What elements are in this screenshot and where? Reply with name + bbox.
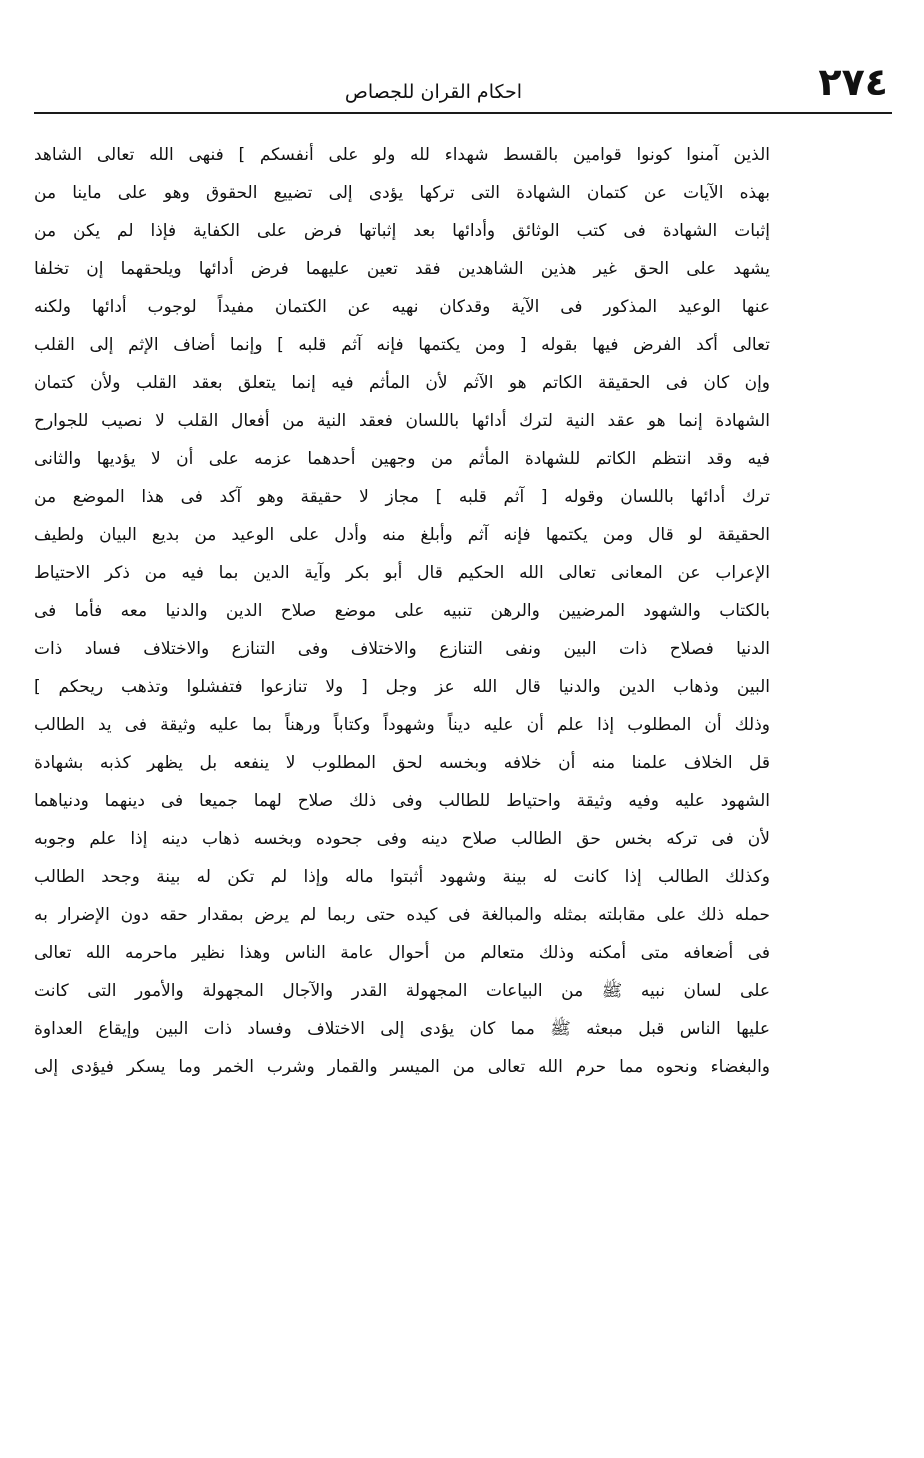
text-line: عليها الناس قبل مبعثه ﷺ مما كان يؤدى إلى الاختلاف وفساد ذات البين وإيقاع العداوة [34, 1019, 770, 1039]
text-line: وذلك أن المطلوب إذا علم أن عليه ديناً وشهوداً وكتاباً ورهناً بما عليه وثيقة فى يد الطالب [34, 715, 770, 735]
text-line: ترك أدائها باللسان وقوله [ آثم قلبه ] مجاز لا حقيقة وهو آكد فى هذا الموضع من [34, 487, 770, 507]
text-line: فى أضعافه متى أمكنه وذلك متعالم من أحوال عامة الناس وهذا نظير ماحرمه الله تعالى [34, 943, 770, 963]
text-line: يشهد على الحق غير هذين الشاهدين فقد تعين عليهما فرض أدائها ويلحقهما إن تخلفا [34, 259, 770, 279]
text-line: تعالى أكد الفرض فيها بقوله [ ومن يكتمها فإنه آثم قلبه ] وإنما أضاف الإثم إلى القلب [34, 335, 770, 355]
text-line: بهذه الآيات عن كتمان الشهادة التى تركها يؤدى إلى تضييع الحقوق وهو على ماينا من [34, 183, 770, 203]
page-body [34, 136, 770, 1086]
header-divider [34, 112, 892, 114]
text-line: الإعراب عن المعانى تعالى الله الحكيم قال أبو بكر وآية الدين بما فيه من ذكر الاحتياط [34, 563, 770, 583]
book-title: احكام القران للجصاص [344, 81, 522, 103]
text-line: وإن كان فى الحقيقة الكاتم هو الآثم لأن المأثم فيه إنما يتعلق بعقد القلب ولأن كتمان [34, 373, 770, 393]
text-line: حمله ذلك على مقابلته بمثله والمبالغة فى كيده حتى ربما لم يرض بمقدار حقه دون الإضرار به [34, 905, 770, 925]
text-line: البين وذهاب الدين والدنيا قال الله عز وجل [ ولا تنازعوا فتفشلوا وتذهب ريحكم ] [34, 677, 770, 697]
text-line: الحقيقة لو قال ومن يكتمها فإنه آثم وأبلغ منه وأدل على الوعيد من بديع البيان ولطيف [34, 525, 770, 545]
text-line: بالكتاب والشهود المرضيين والرهن تنبيه على موضع صلاح الدين والدنيا معه فأما فى [34, 601, 770, 621]
text-line: وكذلك الطالب إذا كانت له بينة وشهود أثبتوا ماله وإذا لم تكن له بينة وجحد الطالب [34, 867, 770, 887]
text-line: الشهود عليه وفيه وثيقة واحتياط للطالب وفى ذلك صلاح لهما جميعا فى دينهما ودنياهما [34, 791, 770, 811]
text-line: إثبات الشهادة فى كتب الوثائق وأدائها بعد إثباتها فرض على الكفاية فإذا لم يكن من [34, 221, 770, 241]
text-line: الذين آمنوا كونوا قوامين بالقسط شهداء لله ولو على أنفسكم ] فنهى الله تعالى الشاهد [34, 145, 770, 165]
text-line: لأن فى تركه بخس حق الطالب صلاح دينه وفى جحوده وبخسه ذهاب دينه إذا علم وجوبه [34, 829, 770, 849]
text-line: الدنيا فصلاح ذات البين ونفى التنازع والاختلاف وفى التنازع والاختلاف فساد ذات [34, 639, 770, 659]
text-line: فيه وقد انتظم الكاتم للشهادة المأثم من وجهين أحدهما عزمه على أن لا يؤديها والثانى [34, 449, 770, 469]
text-line: الشهادة إنما هو عقد النية لترك أدائها باللسان فعقد النية من أفعال القلب لا نصيب للجوارح [34, 411, 770, 431]
page-header [34, 58, 892, 106]
page-number: ٢٧٤ [818, 60, 888, 104]
text-line: على لسان نبيه ﷺ من البياعات المجهولة القدر والآجال المجهولة والأمور التى كانت [34, 981, 770, 1001]
text-line: قل الخلاف علمنا منه أن خلافه وبخسه لحق المطلوب لا ينفعه بل يظهر كذبه بشهادة [34, 753, 770, 773]
text-line: عنها الوعيد المذكور فى الآية وقدكان نهيه عن الكتمان مفيداً لوجوب أدائها ولكنه [34, 297, 770, 317]
text-line: والبغضاء ونحوه مما حرم الله تعالى من الميسر والقمار وشرب الخمر وما يسكر فيؤدى إلى [34, 1057, 770, 1077]
